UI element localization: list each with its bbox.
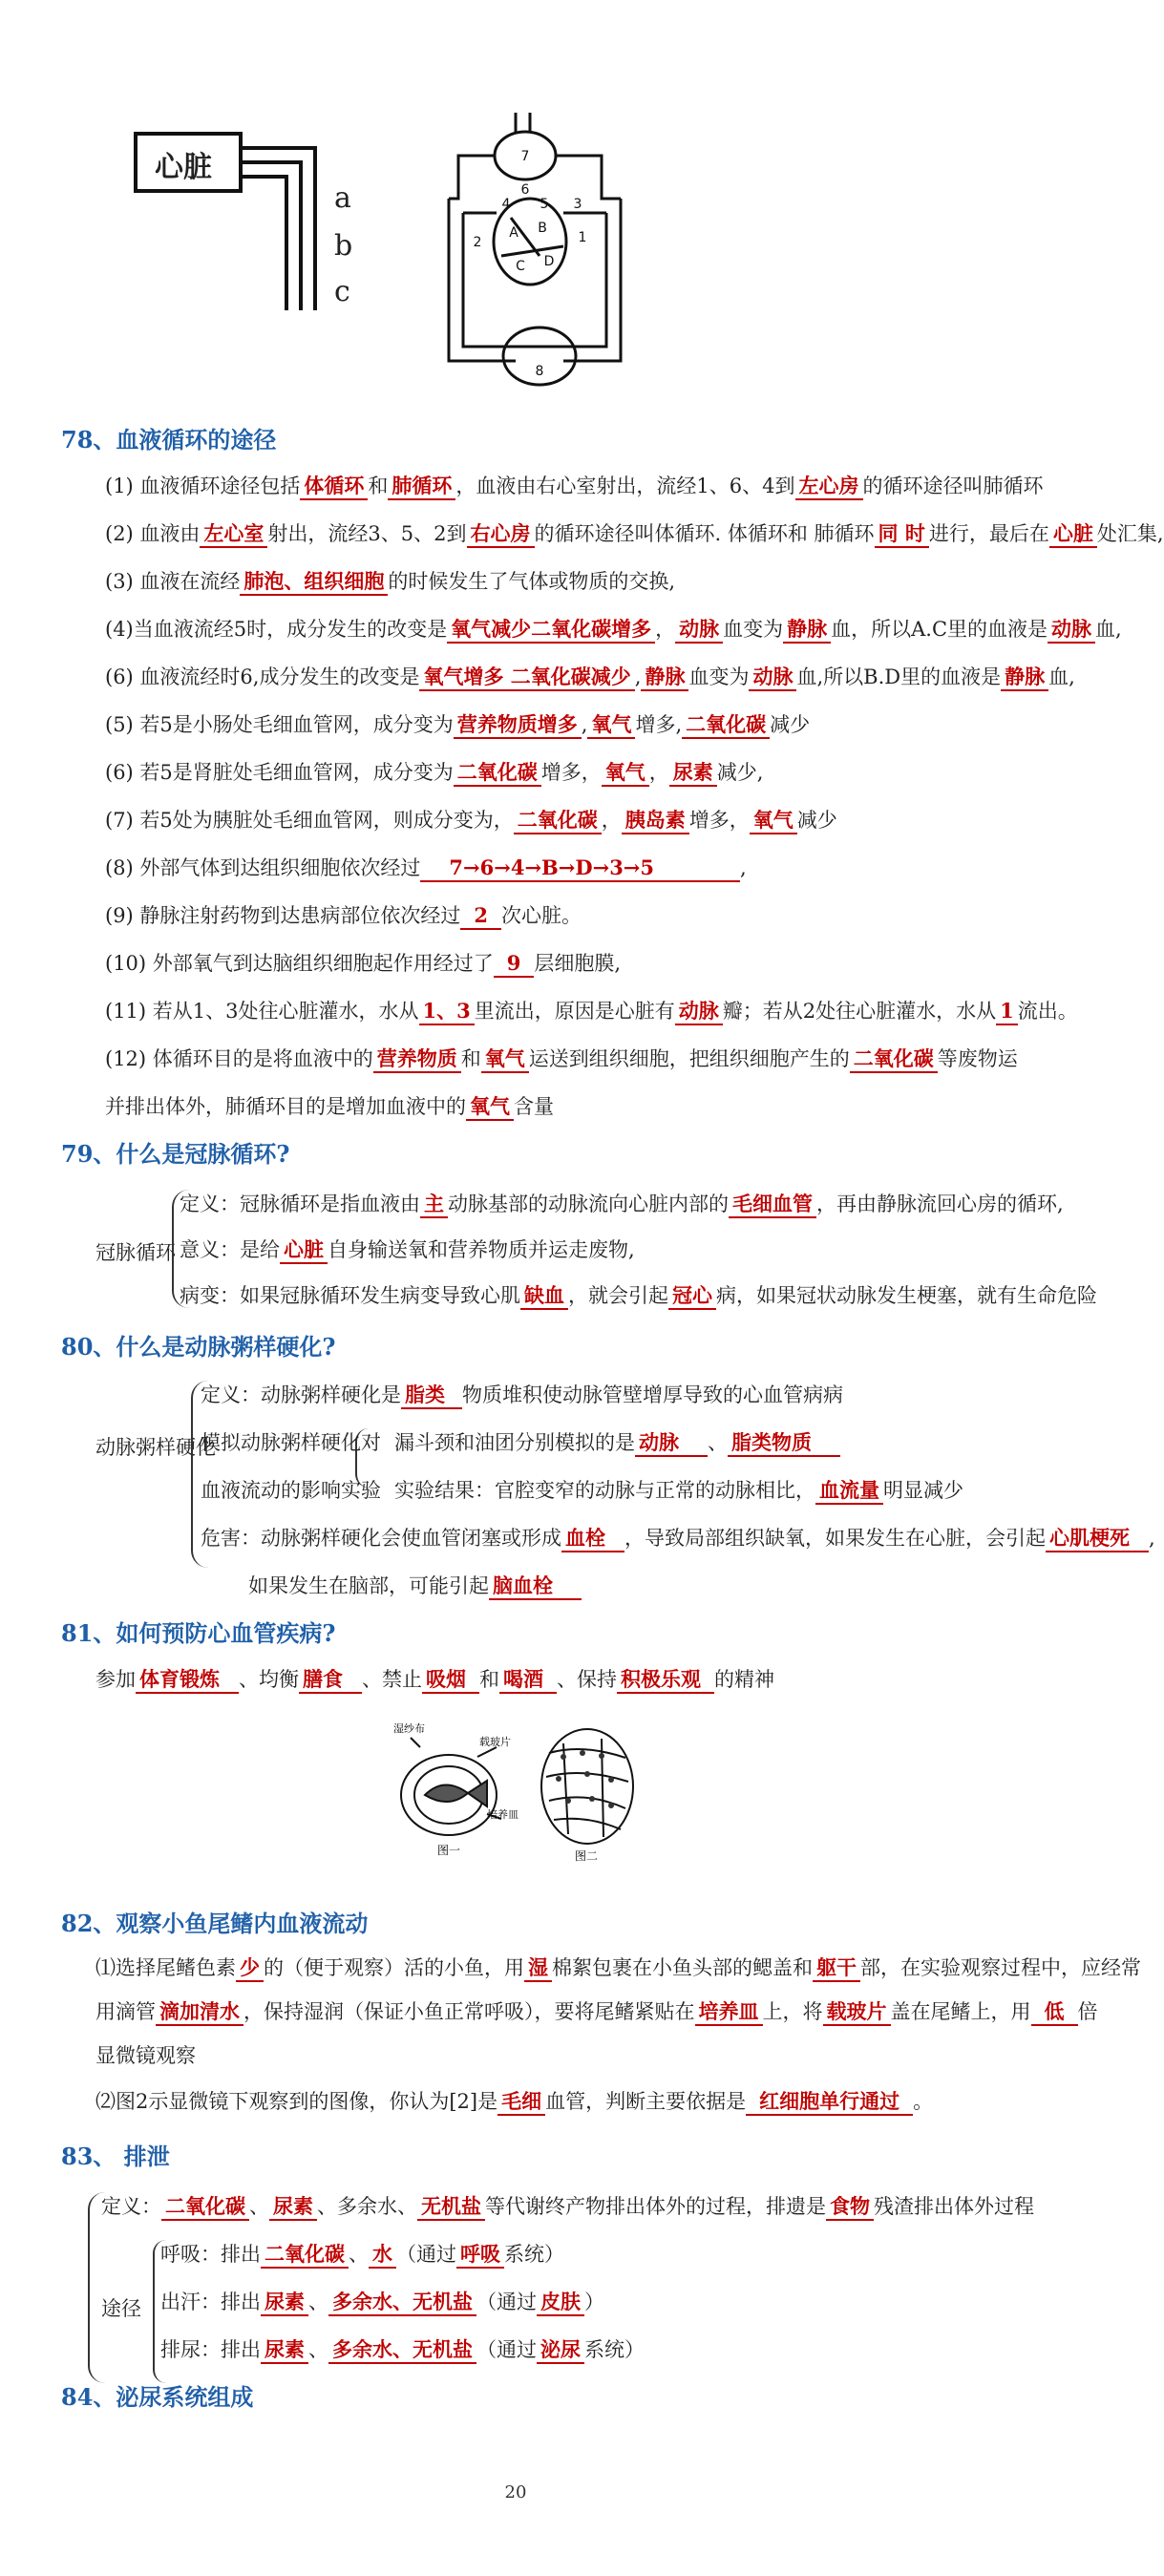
text-run: 并排出体外，肺循环目的是增加血液中的 — [105, 1095, 466, 1118]
text-run: 增多， — [540, 761, 602, 784]
circ-num-1: 1 — [578, 230, 587, 245]
answer-blank: 毛细血管 — [729, 1192, 816, 1218]
s80-label: 动脉粥样硬化 — [95, 1436, 216, 1459]
text-run: ， — [648, 761, 669, 784]
s79-line-1 — [180, 1190, 1064, 1218]
text-run: ⑵图2示显微镜下观察到的图像，你认为[2]是 — [95, 2090, 498, 2113]
s78-line-9 — [105, 854, 747, 882]
text-run: 、禁止 — [362, 1668, 422, 1691]
answer-blank: 二氧化碳 — [682, 712, 770, 739]
text-run: , — [1149, 1527, 1155, 1550]
text-run: 、 — [249, 2195, 269, 2218]
answer-blank: 氧气 — [750, 808, 797, 834]
answer-blank: 动脉 — [635, 1430, 708, 1457]
section-81-title: 81、如何预防心血管疾病? — [61, 1619, 336, 1647]
answer-blank: 氧气 — [587, 712, 635, 739]
text-run: 定义：冠脉循环是指血液由 — [180, 1193, 420, 1215]
text-run: 自身输送氧和营养物质并运走废物, — [328, 1238, 635, 1261]
answer-blank: 主 — [420, 1192, 448, 1218]
text-run: 等废物运 — [937, 1047, 1018, 1070]
text-run: 血管，判断主要依据是 — [545, 2090, 747, 2113]
text-run: 血,所以B.D里的血液是 — [796, 665, 1002, 688]
answer-blank: 动脉 — [749, 665, 796, 691]
text-run: 如果发生在脑部，可能引起 — [248, 1574, 489, 1597]
answer-blank: 多余水、无机盐 — [328, 2290, 476, 2316]
text-run: ，血液由右心室射出，流经1、6、4到 — [455, 475, 795, 497]
answer-blank: 1、3 — [419, 999, 475, 1025]
text-run: 处汇集, — [1096, 522, 1164, 545]
answer-blank: 脂类物质 — [728, 1430, 840, 1457]
answer-blank: 红细胞单行通过 — [746, 2089, 913, 2116]
answer-blank: 吸烟 — [422, 1667, 479, 1694]
text-run: 的（便于观察）活的小鱼，用 — [264, 1956, 524, 1979]
text-run: 、 — [708, 1431, 728, 1454]
text-run: (12) 体循环目的是将血液中的 — [105, 1047, 373, 1070]
text-run: 系统） — [504, 2243, 564, 2266]
answer-blank: 静脉 — [1001, 665, 1048, 691]
s78-line-3 — [105, 567, 675, 596]
answer-blank: 氧气 — [466, 1094, 514, 1121]
text-run: （通过 — [396, 2243, 456, 2266]
s79-line-2 — [180, 1235, 635, 1264]
text-run: (3) 血液在流经 — [105, 570, 241, 593]
vessel-label-a: a — [334, 181, 351, 215]
text-run: 动脉基部的动脉流向心脏内部的 — [448, 1193, 729, 1215]
text-run: 增多， — [688, 809, 750, 832]
text-run: 层细胞膜, — [534, 952, 622, 975]
s78-line-14 — [105, 1092, 554, 1121]
answer-blank: 体循环 — [300, 474, 368, 500]
s80-line-3 — [201, 1476, 963, 1505]
answer-blank: 胰岛素 — [622, 808, 689, 834]
fig1-label-slide: 载玻片 — [479, 1736, 511, 1748]
text-run: 和 — [460, 1047, 481, 1070]
text-run: 模拟动脉粥样硬化对 — [201, 1431, 381, 1454]
section-84-title: 84、泌尿系统组成 — [61, 2383, 254, 2411]
text-run: 残渣排出体外过程 — [874, 2195, 1034, 2218]
fig1-label-dish: 培养皿 — [487, 1808, 519, 1821]
answer-blank: 氧气 — [602, 760, 649, 787]
answer-blank: 二氧化碳 — [514, 808, 602, 834]
s78-line-10 — [105, 901, 582, 930]
answer-blank: 毛细 — [497, 2089, 545, 2116]
text-run: (1) 血液循环途径包括 — [105, 475, 301, 497]
page-number: 20 — [504, 2482, 527, 2502]
text-run: (8) 外部气体到达组织细胞依次经过 — [105, 856, 421, 879]
text-run: 血变为 — [688, 665, 750, 688]
text-run: 定义： — [101, 2195, 161, 2218]
text-run: 血, — [1095, 618, 1122, 641]
answer-blank: 尿素 — [261, 2290, 308, 2316]
s80-line-4 — [201, 1524, 1155, 1552]
circ-num-8: 8 — [535, 364, 544, 379]
text-run: 减少, — [716, 761, 764, 784]
answer-blank: 培养皿 — [695, 1999, 763, 2026]
text-run: 实验结果：官腔变窄的动脉与正常的动脉相比， — [394, 1479, 815, 1502]
circ-num-3: 3 — [573, 197, 582, 212]
answer-blank: 动脉 — [1048, 617, 1095, 644]
text-run: 上，将 — [762, 2000, 823, 2023]
answer-blank: 右心房 — [467, 521, 535, 548]
text-run: 。 — [913, 2090, 934, 2113]
chamber-B: B — [538, 221, 547, 236]
answer-blank: 心脏 — [1049, 521, 1097, 548]
answer-blank: 静脉 — [641, 665, 688, 691]
answer-blank: 冠心 — [668, 1283, 716, 1310]
answer-blank: 载玻片 — [823, 1999, 891, 2026]
text-run: 射出，流经3、5、2到 — [267, 522, 467, 545]
text-run: 物质堆积使动脉管壁增厚导致的心血管病病 — [462, 1383, 843, 1406]
answer-blank: 多余水、无机盐 — [328, 2337, 476, 2364]
answer-blank: 氧气 — [481, 1046, 529, 1073]
text-run: 等代谢终产物排出体外的过程，排遗是 — [485, 2195, 826, 2218]
answer-blank: 左心房 — [795, 474, 863, 500]
text-run: 危害：动脉粥样硬化会使血管闭塞或形成 — [201, 1527, 561, 1550]
text-run: 减少 — [796, 809, 837, 832]
s78-line-7 — [105, 758, 763, 787]
text-run: 增多, — [635, 713, 683, 736]
answer-blank: 心肌梗死 — [1046, 1526, 1149, 1552]
text-run: (5) 若5是小肠处毛细血管网，成分变为 — [105, 713, 454, 736]
text-run: , — [634, 665, 642, 688]
text-run: (6) 血液流经时6,成分发生的改变是 — [105, 665, 420, 688]
answer-blank: 体育锻炼 — [136, 1667, 239, 1694]
text-run: , — [740, 856, 747, 879]
section-78-title: 78、血液循环的途径 — [61, 426, 277, 454]
text-run: ， — [601, 809, 622, 832]
text-run: 里流出，原因是心脏有 — [474, 1000, 675, 1023]
answer-blank: 躯干 — [813, 1955, 860, 1982]
answer-blank: 滴加清水 — [156, 1999, 243, 2026]
section-80-title: 80、什么是动脉粥样硬化? — [61, 1333, 336, 1361]
text-run: 、多余水、 — [317, 2195, 417, 2218]
text-run: 运送到组织细胞，把组织细胞产生的 — [528, 1047, 850, 1070]
answer-blank: 氧气减少二氧化碳增多 — [447, 617, 655, 644]
s83-line-3 — [160, 2288, 604, 2316]
s78-line-8 — [105, 806, 837, 834]
answer-blank: 二氧化碳 — [161, 2194, 249, 2221]
section-82-title: 82、观察小鱼尾鳍内血液流动 — [61, 1910, 369, 1937]
answer-blank: 血流量 — [815, 1478, 883, 1505]
chamber-D: D — [543, 254, 555, 269]
answer-blank: 营养物质增多 — [454, 712, 582, 739]
s78-line-12 — [105, 997, 1078, 1025]
text-run: 的时候发生了气体或物质的交换, — [388, 570, 676, 593]
s78-line-11 — [105, 949, 621, 978]
answer-blank: 无机盐 — [417, 2194, 485, 2221]
text-run: 病变：如果冠脉循环发生病变导致心肌 — [180, 1284, 520, 1307]
answer-blank: 肺泡、组织细胞 — [240, 569, 388, 596]
text-run: ） — [584, 2291, 604, 2313]
text-run: 定义：动脉粥样硬化是 — [201, 1383, 401, 1406]
s78-line-13 — [105, 1045, 1018, 1073]
s80-line-5 — [248, 1572, 582, 1600]
answer-blank: 喝酒 — [499, 1667, 557, 1694]
answer-blank: 同 时 — [875, 521, 929, 548]
answer-blank: 血栓 — [561, 1526, 624, 1552]
text-run: 系统） — [584, 2338, 645, 2361]
text-run: 减少 — [770, 713, 811, 736]
s83-line-1 — [101, 2192, 1034, 2221]
circ-num-2: 2 — [473, 235, 482, 250]
s83-label: 途径 — [101, 2297, 141, 2320]
text-run: 呼吸：排出 — [160, 2243, 261, 2266]
s80-line-1 — [201, 1381, 843, 1409]
fish-experiment-figure-2 — [535, 1724, 640, 1868]
text-run: 漏斗颈和油团分别模拟的是 — [394, 1431, 635, 1454]
answer-blank: 积极乐观 — [617, 1667, 714, 1694]
answer-blank: 脂类 — [401, 1383, 462, 1409]
text-run: 次心脏。 — [501, 904, 582, 927]
text-run: ⑴选择尾鳍色素 — [95, 1956, 236, 1979]
vessel-label-c: c — [334, 275, 350, 308]
s80-line-2 — [201, 1428, 840, 1457]
text-run: 、均衡 — [239, 1668, 299, 1691]
text-run: ，就会引起 — [568, 1284, 668, 1307]
answer-blank: 动脉 — [675, 617, 723, 644]
text-run: 病，如果冠状动脉发生梗塞，就有生命危险 — [716, 1284, 1097, 1307]
text-run: 、 — [308, 2291, 328, 2313]
text-run: (10) 外部氧气到达脑组织细胞起作用经过了 — [105, 952, 494, 975]
s82-line-1 — [95, 1953, 1141, 1982]
text-run: 含量 — [514, 1095, 554, 1118]
s83-line-4 — [160, 2335, 645, 2364]
s83-brace-outer — [88, 2192, 105, 2383]
text-run: 显微镜观察 — [95, 2044, 196, 2067]
answer-blank: 尿素 — [261, 2337, 308, 2364]
answer-blank: 泌尿 — [537, 2337, 584, 2364]
text-run: 出汗：排出 — [160, 2291, 261, 2313]
s81-line-1 — [95, 1665, 774, 1694]
text-run: 进行，最后在 — [928, 522, 1049, 545]
text-run: (2) 血液由 — [105, 522, 201, 545]
text-run: ， — [655, 618, 676, 641]
text-run: (9) 静脉注射药物到达患病部位依次经过 — [105, 904, 461, 927]
text-run: 的循环途径叫肺循环 — [862, 475, 1044, 497]
text-run: 棉絮包裹在小鱼头部的鳃盖和 — [552, 1956, 813, 1979]
answer-blank: 低 — [1031, 1999, 1078, 2026]
text-run: (11) 若从1、3处往心脏灌水，水从 — [105, 1000, 419, 1023]
text-run: (7) 若5处为胰脏处毛细血管网，则成分变为， — [105, 809, 514, 832]
text-run: 流出。 — [1017, 1000, 1078, 1023]
answer-blank: 营养物质 — [373, 1046, 461, 1073]
answer-blank: 食物 — [826, 2194, 874, 2221]
answer-blank: 9 — [494, 951, 535, 978]
text-run: 、 — [308, 2338, 328, 2361]
heart-box-label: 心脏 — [155, 151, 212, 184]
blood-circulation-diagram — [420, 113, 659, 390]
answer-blank: 动脉 — [675, 999, 723, 1025]
text-run: 明显减少 — [883, 1479, 963, 1502]
s82-line-2 — [95, 1997, 1098, 2026]
text-run: 血, — [1048, 665, 1075, 688]
text-run: 和 — [479, 1668, 499, 1691]
answer-blank: 2 — [460, 903, 501, 930]
circ-num-7: 7 — [520, 149, 530, 164]
section-79-title: 79、什么是冠脉循环? — [61, 1140, 290, 1168]
answer-blank: 7→6→4→B→D→3→5 — [420, 855, 740, 882]
text-run: 排尿：排出 — [160, 2338, 261, 2361]
s82-line-3 — [95, 2041, 196, 2070]
text-run: 、保持 — [557, 1668, 617, 1691]
text-run: 用滴管 — [95, 2000, 156, 2023]
chamber-A: A — [509, 225, 519, 241]
vessel-label-b: b — [334, 229, 353, 263]
answer-blank: 缺血 — [520, 1283, 568, 1310]
s78-line-6 — [105, 710, 810, 739]
answer-blank: 氧气增多 二氧化碳减少 — [419, 665, 634, 691]
text-run: 、 — [349, 2243, 369, 2266]
text-run: (4)当血液流经5时，成分发生的改变是 — [105, 618, 448, 641]
text-run: 的循环途径叫体循环. 体循环和 肺循环 — [534, 522, 875, 545]
answer-blank: 静脉 — [783, 617, 831, 644]
circ-num-4: 4 — [501, 197, 511, 212]
text-run: （通过 — [476, 2338, 537, 2361]
circ-num-5: 5 — [540, 197, 549, 212]
text-run: ，保持湿润（保证小鱼正常呼吸），要将尾鳍紧贴在 — [243, 2000, 695, 2023]
s83-line-2 — [160, 2240, 564, 2269]
answer-blank: 二氧化碳 — [850, 1046, 938, 1073]
text-run: 参加 — [95, 1668, 136, 1691]
answer-blank: 少 — [236, 1955, 264, 1982]
text-run: 盖在尾鳍上，用 — [890, 2000, 1031, 2023]
answer-blank: 脑血栓 — [489, 1573, 582, 1600]
answer-blank: 水 — [369, 2242, 396, 2269]
answer-blank: 左心室 — [200, 521, 267, 548]
s78-line-2 — [105, 519, 1164, 548]
fig1-caption: 图一 — [437, 1844, 461, 1857]
text-run: ，再由静脉流回心房的循环, — [816, 1193, 1064, 1215]
answer-blank: 二氧化碳 — [261, 2242, 349, 2269]
answer-blank: 湿 — [524, 1955, 552, 1982]
text-run: 意义：是给 — [180, 1238, 280, 1261]
fish-experiment-figure-1 — [392, 1719, 525, 1862]
section-83-title: 83、 排泄 — [61, 2143, 170, 2170]
text-run: , — [581, 713, 588, 736]
answer-blank: 1 — [996, 999, 1018, 1025]
s79-label: 冠脉循环 — [95, 1241, 176, 1264]
text-run: 的精神 — [714, 1668, 774, 1691]
s79-line-3 — [180, 1281, 1097, 1310]
answer-blank: 肺循环 — [388, 474, 455, 500]
answer-blank: 膳食 — [299, 1667, 362, 1694]
answer-blank: 尿素 — [669, 760, 717, 787]
answer-blank: 心脏 — [280, 1237, 328, 1264]
answer-blank: 二氧化碳 — [454, 760, 541, 787]
s78-line-1 — [105, 472, 1044, 500]
fig2-caption: 图二 — [575, 1849, 599, 1863]
s82-line-4 — [95, 2087, 933, 2116]
text-run: 血变为 — [723, 618, 784, 641]
text-run: 倍 — [1077, 2000, 1098, 2023]
circ-num-6: 6 — [520, 182, 530, 198]
answer-blank: 呼吸 — [456, 2242, 504, 2269]
text-run: （通过 — [476, 2291, 537, 2313]
s78-line-4 — [105, 615, 1122, 644]
text-run: (6) 若5是肾脏处毛细血管网，成分变为 — [105, 761, 454, 784]
text-run: 瓣；若从2处往心脏灌水，水从 — [722, 1000, 997, 1023]
text-run: 和 — [368, 475, 389, 497]
text-run: ，导致局部组织缺氧，如果发生在心脏，会引起 — [624, 1527, 1046, 1550]
answer-blank: 尿素 — [269, 2194, 317, 2221]
text-run: 血，所以A.C里的血液是 — [831, 618, 1048, 641]
chamber-C: C — [516, 259, 525, 274]
fig1-label-wet-gauze: 湿纱布 — [393, 1722, 425, 1735]
s78-line-5 — [105, 663, 1075, 691]
text-run: 血液流动的影响实验 — [201, 1479, 381, 1502]
answer-blank: 皮肤 — [537, 2290, 584, 2316]
text-run: 部，在实验观察过程中，应经常 — [860, 1956, 1141, 1979]
